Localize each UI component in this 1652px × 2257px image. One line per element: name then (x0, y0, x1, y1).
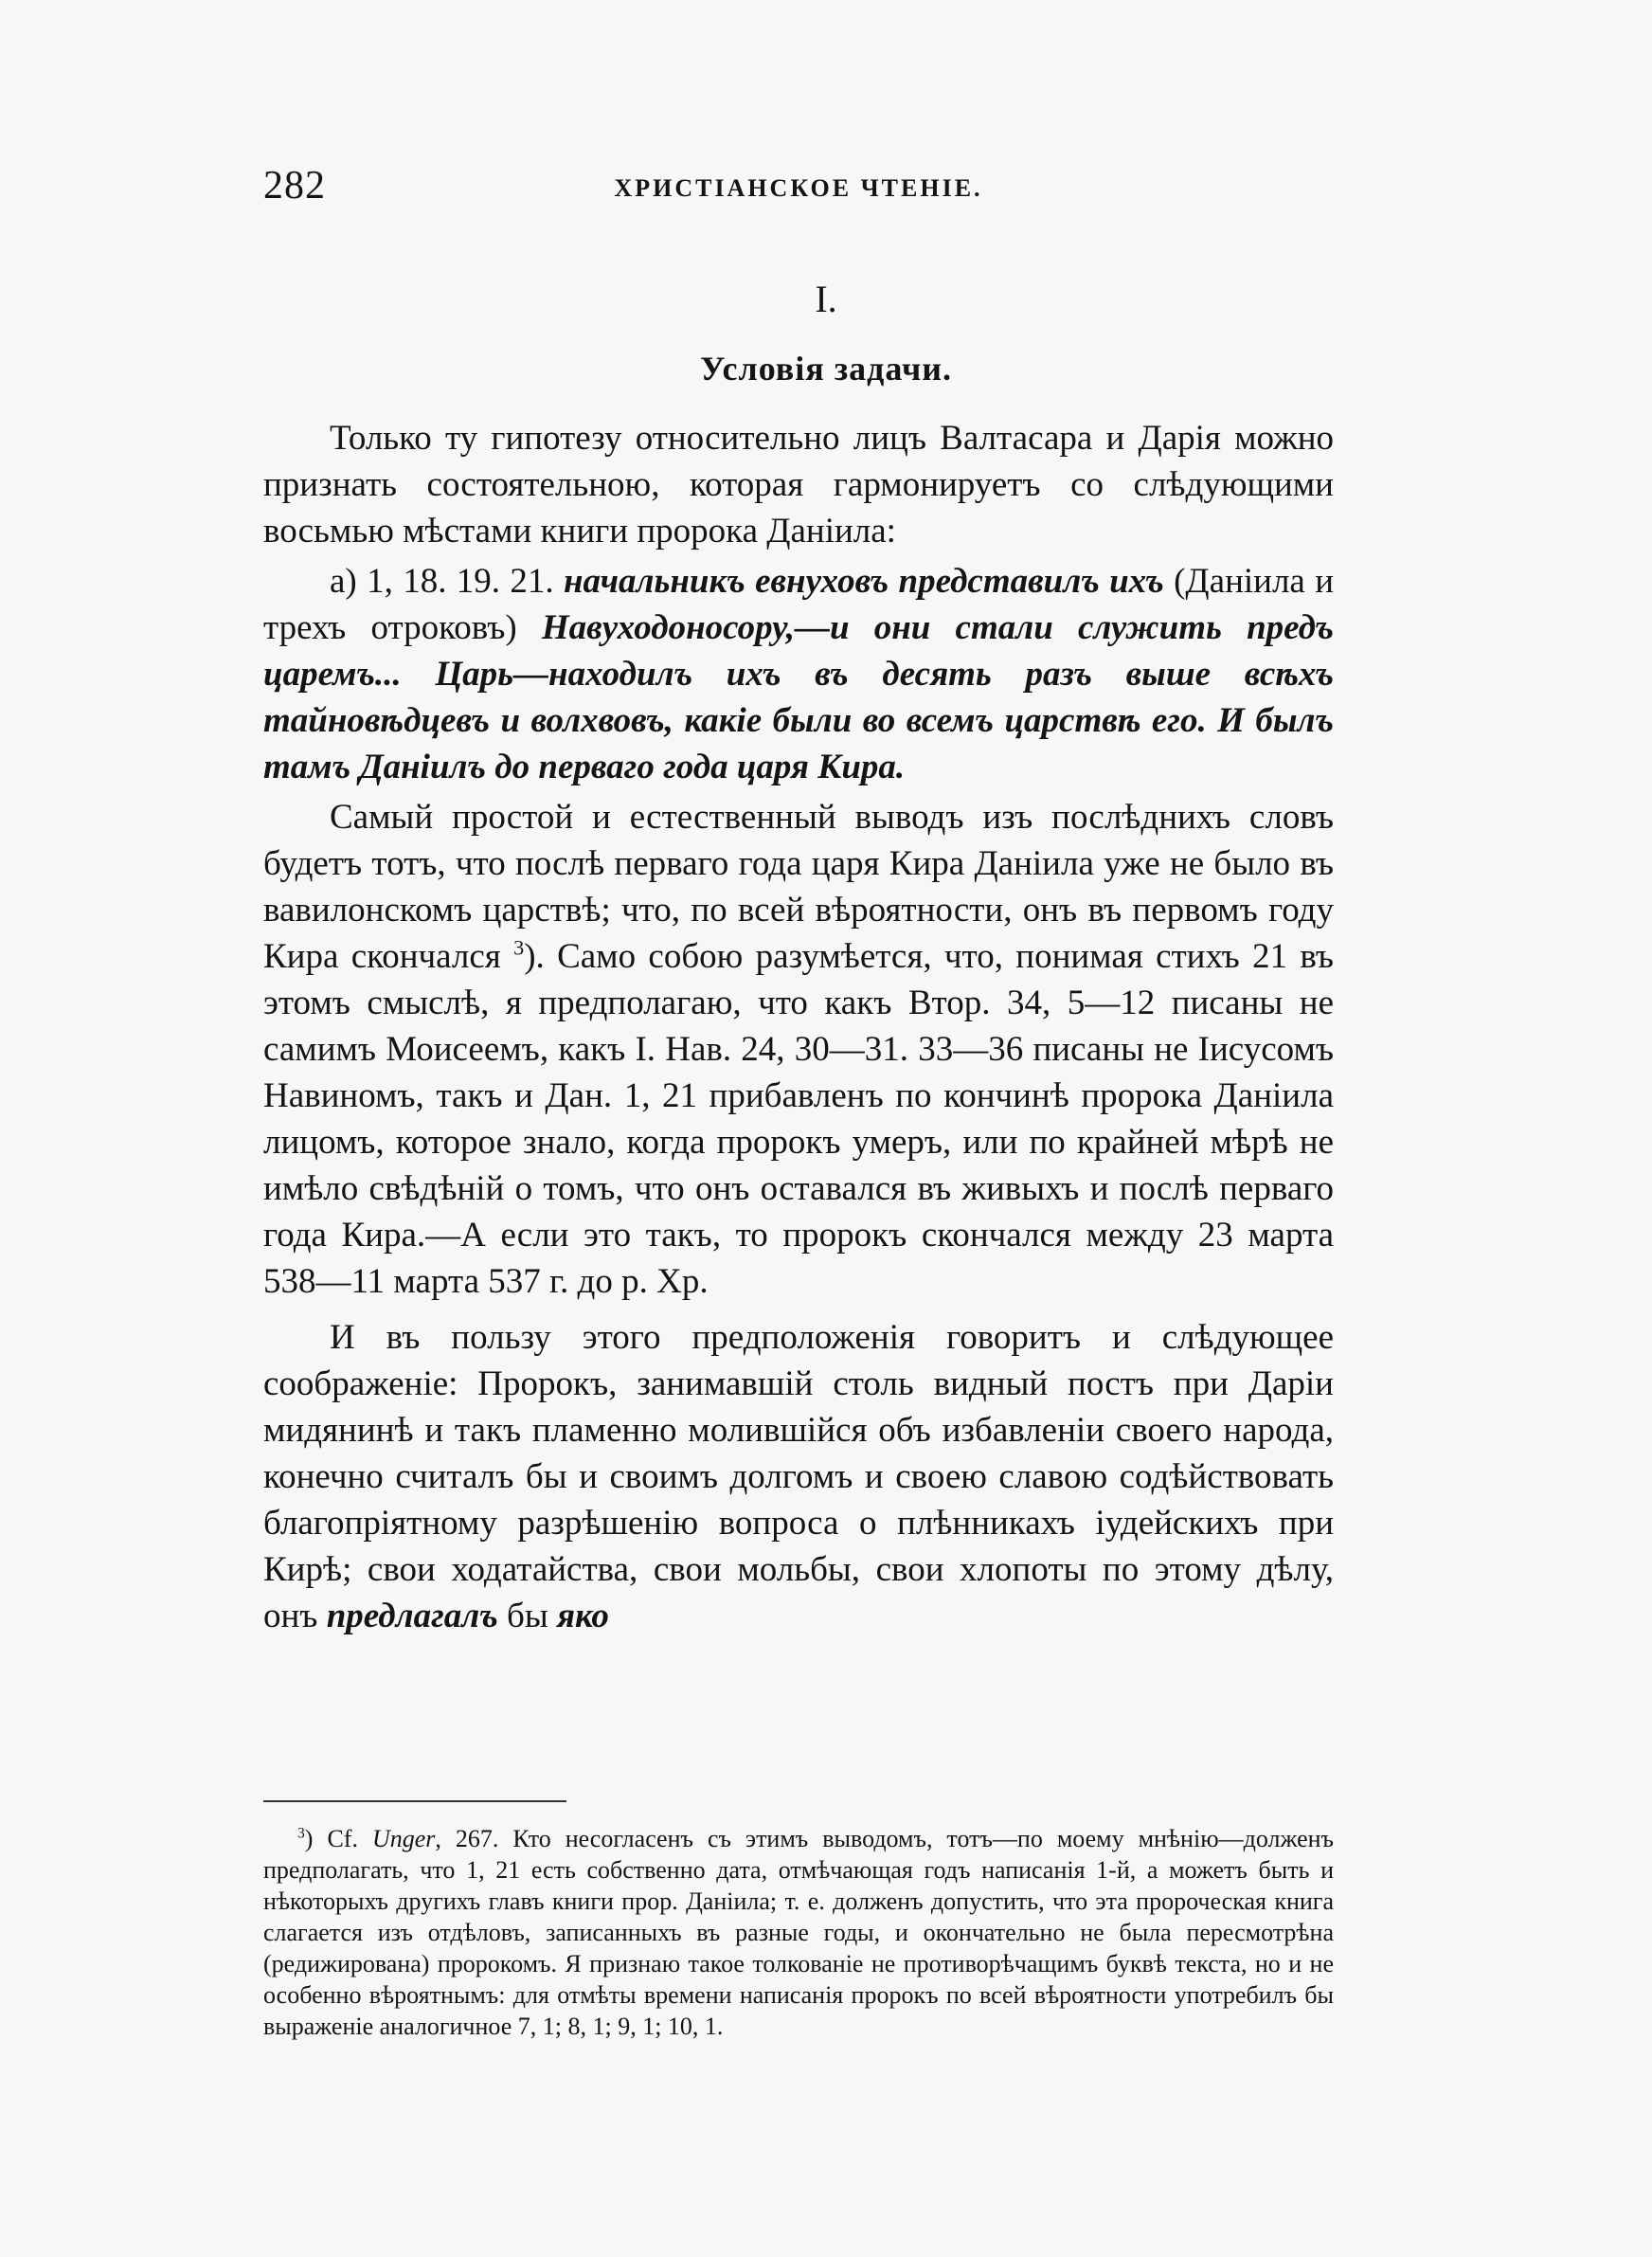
quote-text-2: Навуходоносору,—и они стали служить предъ царемъ... Царь—находилъ ихъ въ десять разъ выше всѣхъ тайновѣдцевъ и волхвовъ, какіе были во всемъ царствѣ его. И былъ тамъ Даніилъ до перваго года царя Кира. (263, 608, 1335, 786)
running-head (263, 163, 1334, 220)
journal-title: ХРИСТІАНСКОЕ ЧТЕНІЕ. (614, 174, 983, 202)
footnote-body: , 267. Кто несогласенъ съ этимъ выводомъ, тотъ—по моему мнѣнію—долженъ предполагать, что 1, 21 есть собственно дата, отмѣчающая годъ написанія 1-й, а можетъ быть и нѣкоторыхъ другихъ главъ книги прор. Даніила; т. е. долженъ допустить, что эта пророческая книга слагается изъ отдѣловъ, записанныхъ въ разные годы, и окончательно не была пересмотрѣна (редижирована) пророкомъ. Я признаю такое толкованіе не противорѣчащимъ буквѣ текста, но и не особенно вѣроятнымъ: для отмѣты времени написанія пророкъ по всей вѣроятности употребилъ бы выраженіе аналогичное 7, 1; 8, 1; 9, 1; 10, 1. (263, 1825, 1334, 2040)
paragraph-argument-part-1: И въ пользу этого предположенія говоритъ и слѣдующее соображеніе: Пророкъ, занимавшій столь видный постъ при Даріи мидянинѣ и такъ пламенно молившійся объ избавленіи своего народа, конечно считалъ бы и своимъ долгомъ и своею славою содѣйствовать благопріятному разрѣшенію вопроса о плѣнникахъ іудейскихъ при Кирѣ; свои ходатайства, свои мольбы, свои хлопоты по этому дѣлу, онъ (263, 1318, 1334, 1635)
footnote-text (263, 1823, 1334, 2042)
page-number: 282 (263, 164, 326, 208)
body-text (263, 415, 1334, 1649)
section-number: I. (815, 278, 837, 320)
paragraph-conclusion-part-2: ). Само собою разумѣется, что, понимая стихъ 21 въ этомъ смыслѣ, я предполагаю, что какъ Втор. 34, 5—12 писаны не самимъ Моисеемъ, какъ I. Нав. 24, 30—31. 33—36 писаны не Іисусомъ Навиномъ, такъ и Дан. 1, 21 прибавленъ по кончинѣ пророка Даніила лицомъ, которое знало, когда пророкъ умеръ, или по крайней мѣрѣ не имѣло свѣдѣній о томъ, что онъ оставался въ живыхъ и послѣ перваго года Кира.—А если это такъ, то пророкъ скончался между 23 марта 538—11 марта 537 г. до р. Хр. (263, 937, 1334, 1301)
paragraph-quote (263, 558, 1334, 790)
paragraph-intro: Только ту гипотезу относительно лицъ Валтасара и Дарія можно признать состоятельною, которая гармонируетъ со слѣдующими восьмью мѣстами книги пророка Даніила: (263, 419, 1334, 551)
paragraph-conclusion (263, 794, 1334, 1305)
footnote-divider (263, 1800, 566, 1802)
footnote-reference: 3 (513, 935, 525, 960)
section-title: Условія задачи. (699, 350, 952, 388)
quote-text-1: начальникъ евнуховъ представилъ ихъ (564, 562, 1164, 601)
footnote-lead: ) Cf. (304, 1825, 358, 1852)
paragraph-argument-italic-1: предлагалъ (326, 1597, 498, 1635)
paragraph-argument-part-2: бы (507, 1597, 548, 1635)
paragraph-argument (263, 1314, 1334, 1639)
footnote (263, 1823, 1334, 2042)
quote-parenthetical: (Даніила и трехъ отроковъ) (263, 562, 1334, 647)
footnote-author: Unger (371, 1825, 436, 1852)
paragraph-conclusion-part-1: Самый простой и естественный выводъ изъ послѣднихъ словъ будетъ тотъ, что послѣ перваго года царя Кира Даніила уже не было въ вавилонскомъ царствѣ; что, по всей вѣроятности, онъ въ первомъ году Кира скончался (263, 798, 1334, 976)
quote-reference: а) 1, 18. 19. 21. (330, 562, 554, 601)
paragraph-argument-italic-2: яко (556, 1597, 609, 1635)
footnote-marker: 3 (297, 1825, 305, 1842)
